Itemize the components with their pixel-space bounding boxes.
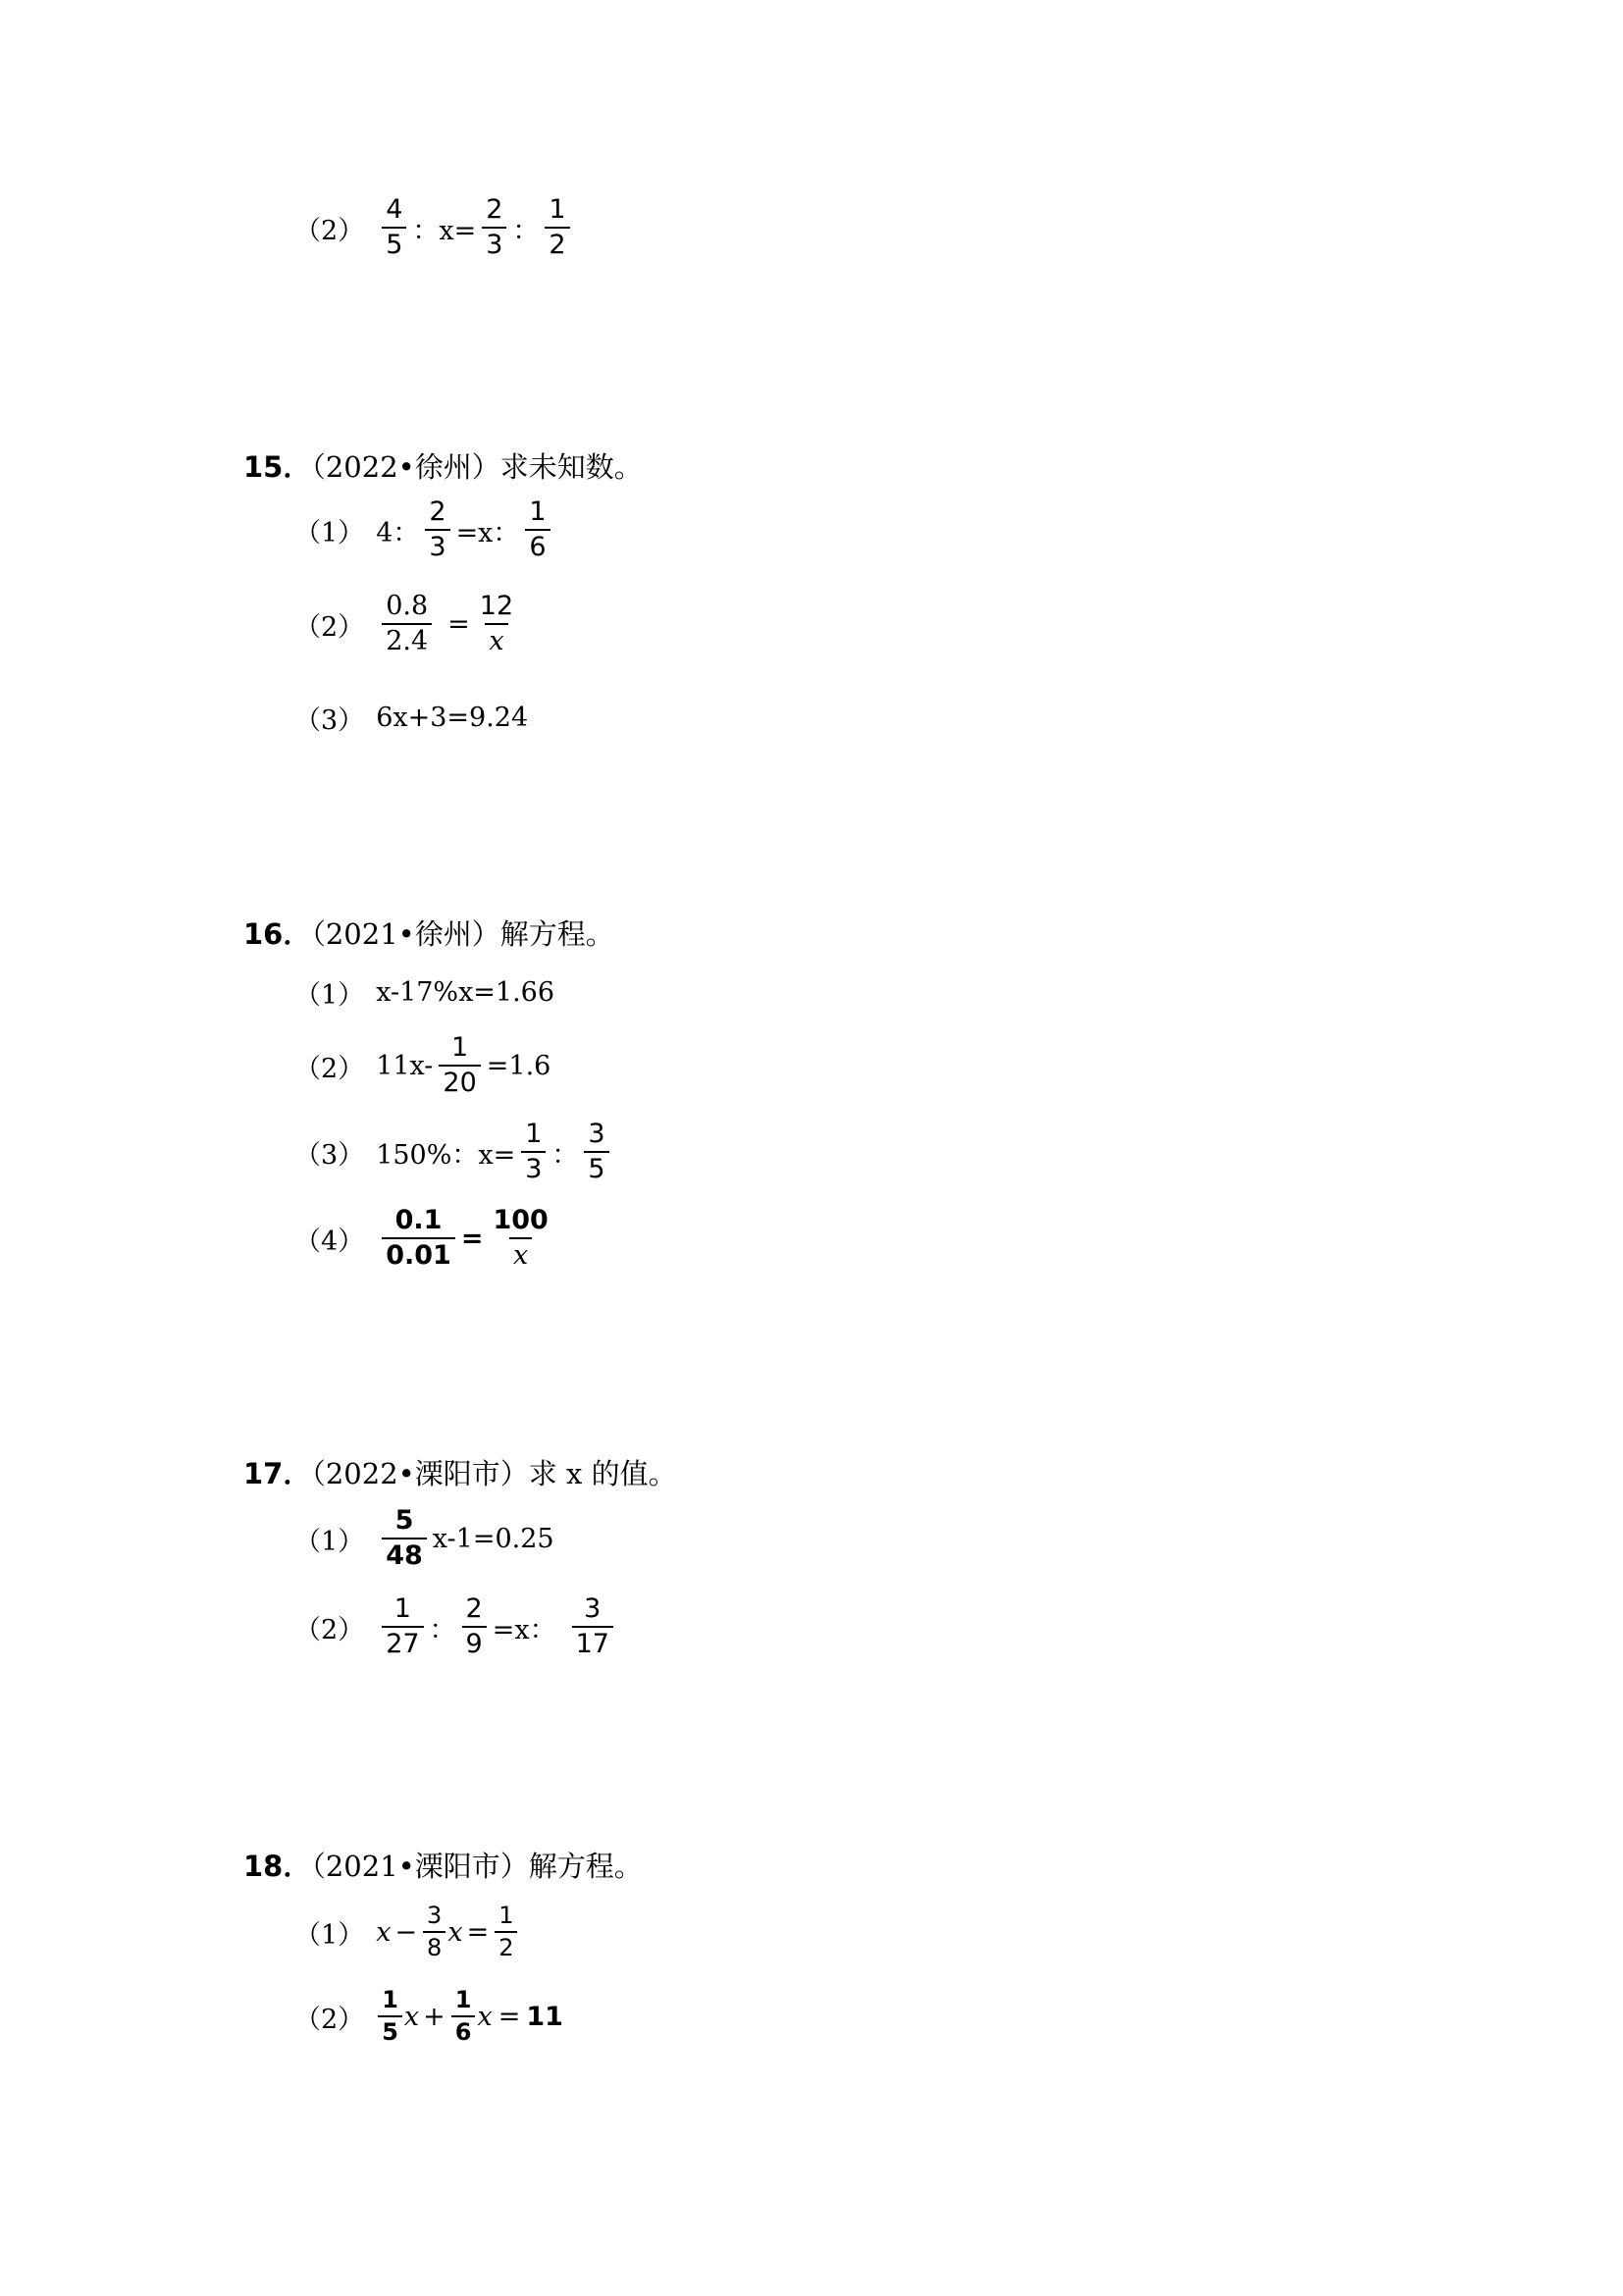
fraction xyxy=(521,1121,546,1184)
fraction xyxy=(545,196,569,260)
variable: x xyxy=(447,1916,463,1948)
q15-part-2 xyxy=(294,593,523,656)
denominator: 2 xyxy=(495,1931,517,1960)
part-label: （2） xyxy=(294,611,365,643)
part-label: （1） xyxy=(294,980,365,1011)
question-source: （2022•溧阳市） xyxy=(311,1457,529,1490)
denominator: 6 xyxy=(525,529,550,561)
part-label: （3） xyxy=(294,1139,365,1171)
denominator: 3 xyxy=(425,529,449,561)
fraction xyxy=(382,1595,423,1659)
numerator: 0.1 xyxy=(394,1205,443,1235)
numerator: 12 xyxy=(479,591,514,621)
numerator: 1 xyxy=(498,1902,514,1929)
numerator: 2 xyxy=(465,1593,483,1624)
variable: x xyxy=(376,1916,392,1948)
numerator: 1 xyxy=(382,1986,398,2013)
denominator: 3 xyxy=(521,1151,546,1183)
fraction xyxy=(476,593,517,656)
equation-text: =x： xyxy=(455,517,520,548)
ratio-colon: ： xyxy=(551,1139,579,1171)
q18-part-2 xyxy=(294,1988,563,2045)
fraction xyxy=(462,1595,487,1659)
question-title: 解方程。 xyxy=(528,1850,643,1883)
q15-part-1 xyxy=(294,498,556,562)
denominator: 5 xyxy=(382,227,406,259)
minus-sign: − xyxy=(394,1916,418,1948)
denominator: 48 xyxy=(382,1538,427,1570)
denominator: x xyxy=(509,1237,532,1270)
fraction xyxy=(425,498,449,562)
fraction xyxy=(382,196,406,260)
equals-sign: = xyxy=(466,1916,490,1948)
numerator: 0.8 xyxy=(386,591,429,621)
fraction xyxy=(525,498,550,562)
denominator: 6 xyxy=(451,2015,476,2045)
part-label: （2） xyxy=(294,2004,365,2035)
q17-part-1 xyxy=(294,1507,554,1571)
fraction xyxy=(495,1904,517,1960)
numerator: 100 xyxy=(493,1205,549,1235)
numerator: 3 xyxy=(588,1119,605,1149)
part-label: （1） xyxy=(294,517,365,548)
equation-text: x-1=0.25 xyxy=(432,1523,554,1554)
equation-text: =1.6 xyxy=(486,1050,551,1081)
denominator: 5 xyxy=(378,2015,402,2045)
fraction xyxy=(423,1904,445,1960)
numerator: 3 xyxy=(584,1593,602,1624)
part-label: （1） xyxy=(294,1526,365,1557)
q18-part-1 xyxy=(294,1904,519,1960)
equation-text: 4： xyxy=(376,517,420,548)
denominator: 2 xyxy=(545,227,569,259)
q17-header xyxy=(243,1457,677,1490)
fraction xyxy=(382,1507,427,1571)
denominator: x xyxy=(485,623,507,655)
numerator: 1 xyxy=(549,194,566,225)
q16-part-4 xyxy=(294,1207,558,1271)
numerator: 1 xyxy=(529,496,547,527)
equals-sign: = xyxy=(447,608,470,640)
equation-text: 11 xyxy=(526,2001,563,2032)
question-title: 求 x 的值。 xyxy=(528,1457,677,1490)
fraction xyxy=(382,1207,455,1271)
plus-sign: + xyxy=(423,2001,445,2032)
numerator: 2 xyxy=(429,496,446,527)
question-number: 16． xyxy=(243,917,312,951)
equation-text: x-17%x=1.66 xyxy=(376,977,555,1008)
fraction xyxy=(489,1207,551,1271)
denominator: 27 xyxy=(382,1626,423,1658)
question-title: 解方程。 xyxy=(499,917,614,951)
equation-text: 11x- xyxy=(376,1050,434,1081)
numerator: 1 xyxy=(451,1032,469,1063)
q16-header xyxy=(243,917,614,951)
equation-text: =x： xyxy=(492,1614,556,1645)
question-source: （2022•徐州） xyxy=(311,450,500,484)
equals-sign: = xyxy=(460,1223,484,1254)
fraction xyxy=(482,196,506,260)
ratio-colon: ： xyxy=(512,215,540,246)
numerator: 1 xyxy=(454,1986,472,2013)
question-source: （2021•溧阳市） xyxy=(311,1850,529,1883)
part-label: （2） xyxy=(294,1614,365,1645)
denominator: 0.01 xyxy=(382,1237,455,1270)
denominator: 9 xyxy=(462,1626,487,1658)
q17-part-2 xyxy=(294,1595,619,1659)
fraction xyxy=(439,1034,480,1098)
part-label: （2） xyxy=(294,1053,365,1084)
fraction xyxy=(451,1988,476,2045)
fraction xyxy=(572,1595,613,1659)
equation-text: 6x+3=9.24 xyxy=(376,703,529,733)
numerator: 1 xyxy=(525,1119,543,1149)
q16-part-3 xyxy=(294,1121,615,1184)
numerator: 2 xyxy=(486,194,503,225)
equation-text: ：x= xyxy=(412,215,477,246)
q14-part-2 xyxy=(294,196,576,260)
variable: x xyxy=(477,2001,493,2032)
question-number: 18． xyxy=(243,1850,312,1883)
numerator: 1 xyxy=(393,1593,411,1624)
denominator: 20 xyxy=(439,1065,480,1097)
fraction xyxy=(378,1988,402,2045)
question-number: 15． xyxy=(243,450,312,484)
denominator: 8 xyxy=(423,1931,445,1960)
variable: x xyxy=(403,2001,420,2032)
fraction xyxy=(382,593,432,656)
q18-header xyxy=(243,1852,643,1881)
equals-sign: = xyxy=(497,2001,521,2032)
q15-header xyxy=(243,450,643,484)
q15-part-3 xyxy=(294,699,528,737)
part-label: （1） xyxy=(294,1919,365,1951)
q16-part-1 xyxy=(294,973,554,1012)
question-title: 求未知数。 xyxy=(499,450,643,484)
q16-part-2 xyxy=(294,1034,550,1098)
part-label: （3） xyxy=(294,705,365,736)
numerator: 4 xyxy=(386,194,403,225)
question-number: 17． xyxy=(243,1457,312,1490)
part-label: （4） xyxy=(294,1226,365,1257)
denominator: 5 xyxy=(584,1151,608,1183)
denominator: 17 xyxy=(572,1626,613,1658)
numerator: 3 xyxy=(427,1902,443,1929)
denominator: 3 xyxy=(482,227,506,259)
question-source: （2021•徐州） xyxy=(311,917,500,951)
equation-text: 150%：x= xyxy=(376,1139,516,1171)
part-label: （2） xyxy=(294,215,365,246)
fraction xyxy=(584,1121,608,1184)
denominator: 2.4 xyxy=(382,623,432,655)
numerator: 5 xyxy=(394,1505,414,1536)
ratio-colon: ： xyxy=(429,1614,456,1645)
